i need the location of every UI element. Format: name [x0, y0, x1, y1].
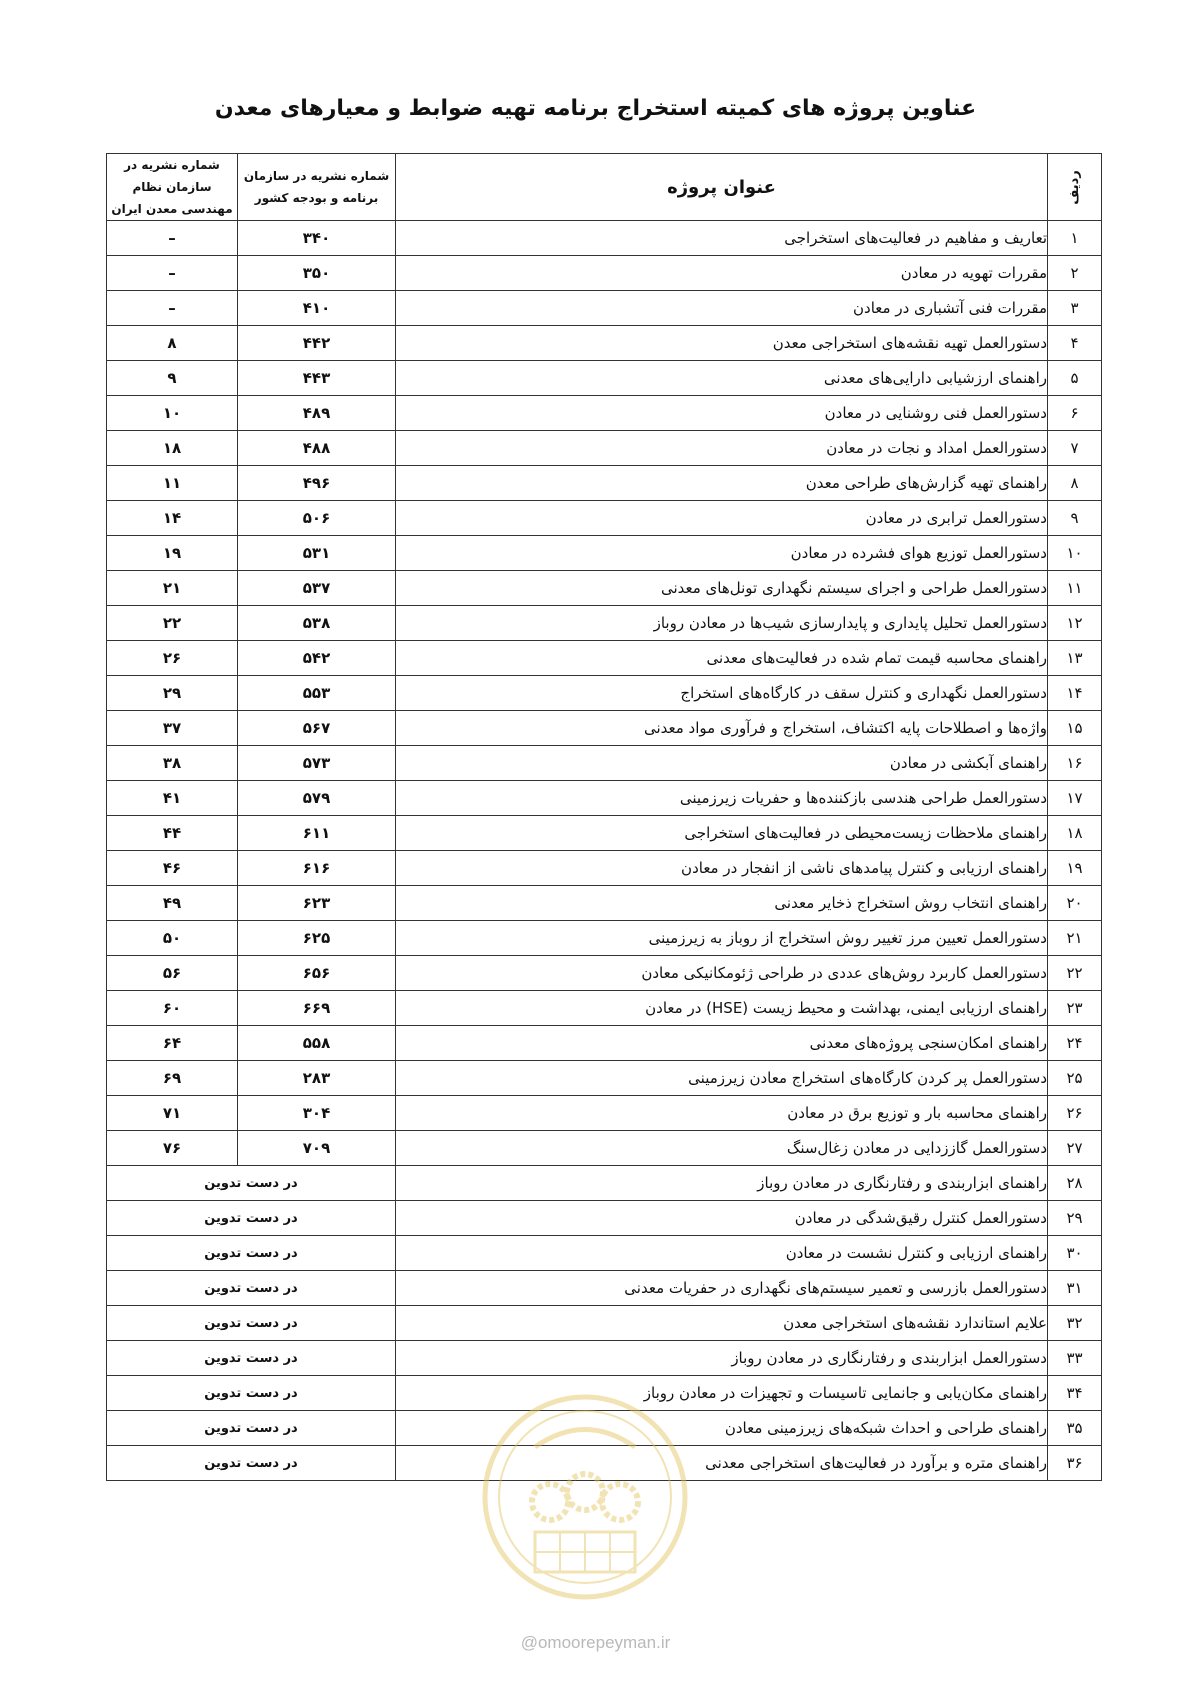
budget-org-code: ۶۱۱	[238, 816, 396, 851]
table-row	[107, 606, 1102, 641]
table-header-row	[107, 154, 1102, 221]
engineering-org-code: ۲۹	[107, 676, 238, 711]
row-number: ۱۴	[1048, 676, 1102, 711]
engineering-org-code: ۴۱	[107, 781, 238, 816]
row-number: ۲۳	[1048, 991, 1102, 1026]
project-title: دستورالعمل ترابری در معادن	[396, 501, 1048, 536]
row-number: ۴	[1048, 326, 1102, 361]
row-number: ۱۵	[1048, 711, 1102, 746]
project-title: راهنمای محاسبه قیمت تمام شده در فعالیت‌های معدنی	[396, 641, 1048, 676]
project-title: راهنمای مکان‌یابی و جانمایی تاسیسات و تجهیزات در معادن روباز	[396, 1376, 1048, 1411]
budget-org-code: ۷۰۹	[238, 1131, 396, 1166]
project-title: علایم استاندارد نقشه‌های استخراجی معدن	[396, 1306, 1048, 1341]
budget-org-code: ۶۲۳	[238, 886, 396, 921]
row-number: ۹	[1048, 501, 1102, 536]
budget-org-code: ۴۱۰	[238, 291, 396, 326]
project-title: راهنمای تهیه گزارش‌های طراحی معدن	[396, 466, 1048, 501]
budget-org-code: ۶۵۶	[238, 956, 396, 991]
project-title: دستورالعمل امداد و نجات در معادن	[396, 431, 1048, 466]
engineering-org-code: ۸	[107, 326, 238, 361]
project-title: راهنمای ارزیابی ایمنی، بهداشت و محیط زیست (HSE) در معادن	[396, 991, 1048, 1026]
budget-org-code: ۵۷۳	[238, 746, 396, 781]
draft-status: در دست تدوین	[107, 1446, 396, 1481]
row-number: ۱۸	[1048, 816, 1102, 851]
project-title: راهنمای ملاحظات زیست‌محیطی در فعالیت‌های استخراجی	[396, 816, 1048, 851]
table-row	[107, 746, 1102, 781]
project-title: راهنمای محاسبه بار و توزیع برق در معادن	[396, 1096, 1048, 1131]
row-number: ۲۲	[1048, 956, 1102, 991]
engineering-org-code: ۱۸	[107, 431, 238, 466]
project-title: دستورالعمل تعیین مرز تغییر روش استخراج از روباز به زیرزمینی	[396, 921, 1048, 956]
table-row-draft	[107, 1201, 1102, 1236]
engineering-org-code: ۱۰	[107, 396, 238, 431]
row-number: ۱	[1048, 221, 1102, 256]
table-row	[107, 501, 1102, 536]
table-row	[107, 921, 1102, 956]
table-row	[107, 676, 1102, 711]
table-row	[107, 431, 1102, 466]
project-title: دستورالعمل بازرسی و تعمیر سیستم‌های نگهداری در حفریات معدنی	[396, 1271, 1048, 1306]
table-row	[107, 1061, 1102, 1096]
row-number: ۳۱	[1048, 1271, 1102, 1306]
draft-status: در دست تدوین	[107, 1201, 396, 1236]
row-number: ۲۸	[1048, 1166, 1102, 1201]
row-number: ۵	[1048, 361, 1102, 396]
row-number: ۳۶	[1048, 1446, 1102, 1481]
project-title: دستورالعمل گاززدایی در معادن زغال‌سنگ	[396, 1131, 1048, 1166]
row-number: ۲۹	[1048, 1201, 1102, 1236]
row-number: ۱۹	[1048, 851, 1102, 886]
engineering-org-code: ۱۹	[107, 536, 238, 571]
table-row	[107, 221, 1102, 256]
budget-org-code: ۵۵۳	[238, 676, 396, 711]
row-number: ۲۰	[1048, 886, 1102, 921]
engineering-org-code: ۹	[107, 361, 238, 396]
project-title: دستورالعمل تحلیل پایداری و پایدارسازی شیب‌ها در معادن روباز	[396, 606, 1048, 641]
project-title: راهنمای امکان‌سنجی پروژه‌های معدنی	[396, 1026, 1048, 1061]
row-number: ۲	[1048, 256, 1102, 291]
project-title: تعاریف و مفاهیم در فعالیت‌های استخراجی	[396, 221, 1048, 256]
engineering-org-code: ۲۶	[107, 641, 238, 676]
table-row	[107, 711, 1102, 746]
row-number: ۳۳	[1048, 1341, 1102, 1376]
row-number: ۲۷	[1048, 1131, 1102, 1166]
row-number: ۱۳	[1048, 641, 1102, 676]
table-row-draft	[107, 1341, 1102, 1376]
project-title: دستورالعمل طراحی و اجرای سیستم نگهداری تونل‌های معدنی	[396, 571, 1048, 606]
budget-org-code: ۴۹۶	[238, 466, 396, 501]
engineering-org-code: ۴۶	[107, 851, 238, 886]
project-title: دستورالعمل نگهداری و کنترل سقف در کارگاه‌های استخراج	[396, 676, 1048, 711]
table-row-draft	[107, 1271, 1102, 1306]
row-number: ۸	[1048, 466, 1102, 501]
table-row	[107, 641, 1102, 676]
project-title: راهنمای انتخاب روش استخراج ذخایر معدنی	[396, 886, 1048, 921]
row-number: ۶	[1048, 396, 1102, 431]
table-row	[107, 816, 1102, 851]
stamp-logo	[480, 1392, 690, 1602]
engineering-org-code: ۵۶	[107, 956, 238, 991]
row-number: ۷	[1048, 431, 1102, 466]
row-number: ۳۴	[1048, 1376, 1102, 1411]
draft-status: در دست تدوین	[107, 1236, 396, 1271]
project-title: واژه‌ها و اصطلاحات پایه اکتشاف، استخراج و فرآوری مواد معدنی	[396, 711, 1048, 746]
project-title: دستورالعمل توزیع هوای فشرده در معادن	[396, 536, 1048, 571]
projects-table	[106, 153, 1102, 1481]
table-row	[107, 1096, 1102, 1131]
row-number: ۱۱	[1048, 571, 1102, 606]
row-number: ۳	[1048, 291, 1102, 326]
project-title: مقررات فنی آتشباری در معادن	[396, 291, 1048, 326]
row-number: ۳۲	[1048, 1306, 1102, 1341]
project-title: دستورالعمل کاربرد روش‌های عددی در طراحی ژئومکانیکی معادن	[396, 956, 1048, 991]
engineering-org-code: ۶۰	[107, 991, 238, 1026]
project-title: دستورالعمل طراحی هندسی بازکننده‌ها و حفریات زیرزمینی	[396, 781, 1048, 816]
engineering-org-code: ۵۰	[107, 921, 238, 956]
project-title: دستورالعمل کنترل رقیق‌شدگی در معادن	[396, 1201, 1048, 1236]
project-title: راهنمای ارزشیابی دارایی‌های معدنی	[396, 361, 1048, 396]
project-title: راهنمای آبکشی در معادن	[396, 746, 1048, 781]
watermark-text: @omoorepeyman.ir	[520, 1633, 671, 1652]
row-number: ۲۱	[1048, 921, 1102, 956]
table-row	[107, 571, 1102, 606]
budget-org-code: ۵۳۸	[238, 606, 396, 641]
project-title: راهنمای ارزیابی و کنترل پیامدهای ناشی از انفجار در معادن	[396, 851, 1048, 886]
engineering-org-code: ۶۹	[107, 1061, 238, 1096]
draft-status: در دست تدوین	[107, 1411, 396, 1446]
engineering-org-code: ۳۸	[107, 746, 238, 781]
engineering-org-code: ۱۱	[107, 466, 238, 501]
header-project-title: عنوان پروژه	[396, 154, 1048, 221]
engineering-org-code: ۴۴	[107, 816, 238, 851]
budget-org-code: ۵۳۷	[238, 571, 396, 606]
budget-org-code: ۲۸۳	[238, 1061, 396, 1096]
engineering-org-code: ۳۷	[107, 711, 238, 746]
engineering-org-code: –	[107, 256, 238, 291]
table-row	[107, 396, 1102, 431]
row-number: ۳۰	[1048, 1236, 1102, 1271]
engineering-org-code: ۱۴	[107, 501, 238, 536]
table-row	[107, 466, 1102, 501]
budget-org-code: ۳۴۰	[238, 221, 396, 256]
engineering-org-code: –	[107, 221, 238, 256]
draft-status: در دست تدوین	[107, 1271, 396, 1306]
budget-org-code: ۶۱۶	[238, 851, 396, 886]
budget-org-code: ۴۸۸	[238, 431, 396, 466]
draft-status: در دست تدوین	[107, 1306, 396, 1341]
table-row	[107, 886, 1102, 921]
engineering-org-code: ۲۲	[107, 606, 238, 641]
table-row	[107, 781, 1102, 816]
project-title: راهنمای ارزیابی و کنترل نشست در معادن	[396, 1236, 1048, 1271]
table-row	[107, 1026, 1102, 1061]
project-title: راهنمای ابزاربندی و رفتارنگاری در معادن روباز	[396, 1166, 1048, 1201]
table-row	[107, 991, 1102, 1026]
header-budget-org-code: شماره نشریه در سازمان برنامه و بودجه کشور	[238, 154, 396, 221]
table-row-draft	[107, 1166, 1102, 1201]
budget-org-code: ۵۵۸	[238, 1026, 396, 1061]
table-row	[107, 956, 1102, 991]
project-title: مقررات تهویه در معادن	[396, 256, 1048, 291]
engineering-org-code: ۷۶	[107, 1131, 238, 1166]
table-row	[107, 291, 1102, 326]
draft-status: در دست تدوین	[107, 1376, 396, 1411]
budget-org-code: ۶۶۹	[238, 991, 396, 1026]
draft-status: در دست تدوین	[107, 1166, 396, 1201]
project-title: راهنمای طراحی و احداث شبکه‌های زیرزمینی معادن	[396, 1411, 1048, 1446]
budget-org-code: ۵۶۷	[238, 711, 396, 746]
engineering-org-code: –	[107, 291, 238, 326]
row-number: ۱۰	[1048, 536, 1102, 571]
budget-org-code: ۳۵۰	[238, 256, 396, 291]
budget-org-code: ۵۷۹	[238, 781, 396, 816]
engineering-org-code: ۴۹	[107, 886, 238, 921]
table-row-draft	[107, 1236, 1102, 1271]
budget-org-code: ۴۴۳	[238, 361, 396, 396]
row-number: ۱۷	[1048, 781, 1102, 816]
header-engineering-org-code: شماره نشریه در سازمان نظام مهندسی معدن ایران	[107, 154, 238, 221]
budget-org-code: ۳۰۴	[238, 1096, 396, 1131]
budget-org-code: ۵۳۱	[238, 536, 396, 571]
budget-org-code: ۶۲۵	[238, 921, 396, 956]
row-number: ۳۵	[1048, 1411, 1102, 1446]
budget-org-code: ۵۰۶	[238, 501, 396, 536]
table-row	[107, 326, 1102, 361]
row-number: ۱۲	[1048, 606, 1102, 641]
table-row	[107, 256, 1102, 291]
project-title: دستورالعمل پر کردن کارگاه‌های استخراج معادن زیرزمینی	[396, 1061, 1048, 1096]
engineering-org-code: ۲۱	[107, 571, 238, 606]
project-title: راهنمای متره و برآورد در فعالیت‌های استخراجی معدنی	[396, 1446, 1048, 1481]
row-number: ۲۵	[1048, 1061, 1102, 1096]
table-row	[107, 1131, 1102, 1166]
project-title: دستورالعمل ابزاربندی و رفتارنگاری در معادن روباز	[396, 1341, 1048, 1376]
row-number: ۲۴	[1048, 1026, 1102, 1061]
budget-org-code: ۴۴۲	[238, 326, 396, 361]
table-row	[107, 536, 1102, 571]
engineering-org-code: ۷۱	[107, 1096, 238, 1131]
project-title: دستورالعمل تهیه نقشه‌های استخراجی معدن	[396, 326, 1048, 361]
budget-org-code: ۵۴۲	[238, 641, 396, 676]
table-row	[107, 851, 1102, 886]
table-row	[107, 361, 1102, 396]
engineering-org-code: ۶۴	[107, 1026, 238, 1061]
draft-status: در دست تدوین	[107, 1341, 396, 1376]
row-number: ۱۶	[1048, 746, 1102, 781]
header-row-number: ردیف	[1048, 154, 1102, 221]
row-number: ۲۶	[1048, 1096, 1102, 1131]
budget-org-code: ۴۸۹	[238, 396, 396, 431]
table-row-draft	[107, 1306, 1102, 1341]
project-title: دستورالعمل فنی روشنایی در معادن	[396, 396, 1048, 431]
page-title: عناوین پروژه های کمیته استخراج برنامه تهیه ضوابط و معیارهای معدن	[214, 96, 977, 121]
